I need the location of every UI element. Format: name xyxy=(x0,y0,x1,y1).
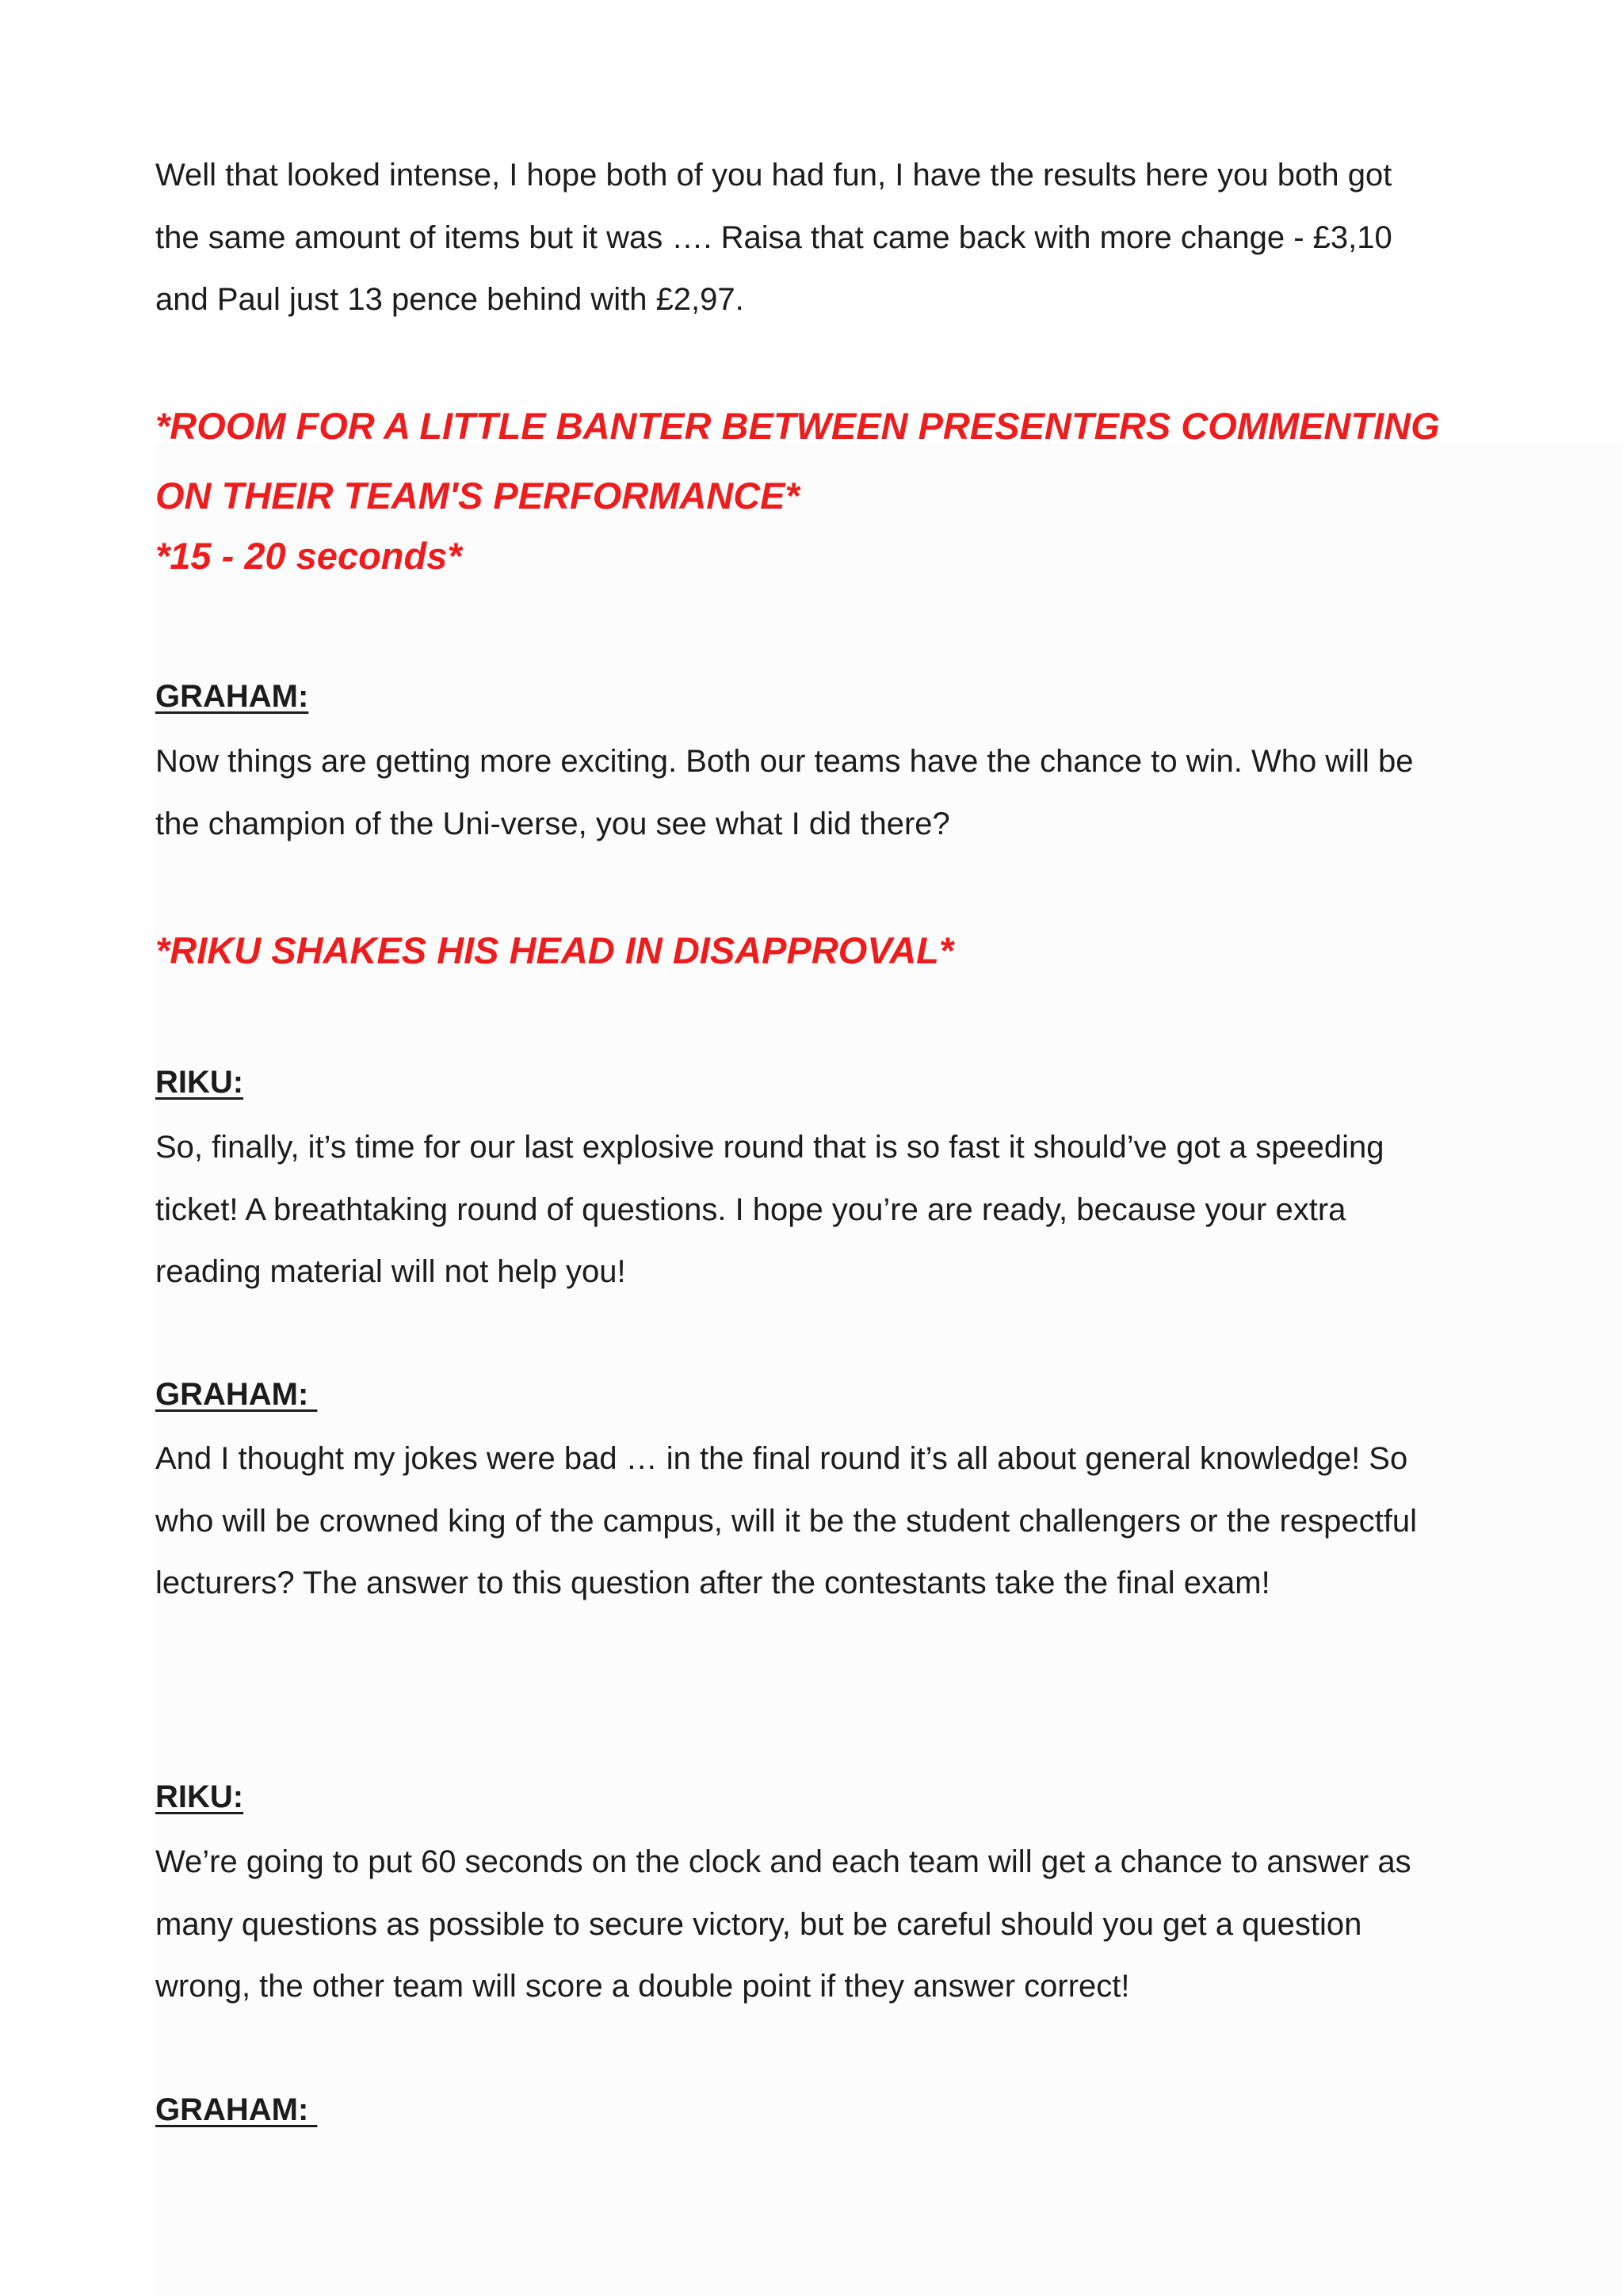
paragraph-line: the same amount of items but it was …. Raisa that came back with more change - £3,10 xyxy=(155,219,1392,255)
paragraph-line: Now things are getting more exciting. Both our teams have the chance to win. Who will be xyxy=(155,744,1414,779)
graham-paragraph-2 xyxy=(155,1428,1417,1615)
stage-direction-banter xyxy=(155,391,1440,591)
paragraph-line: So, finally, it’s time for our last explosive round that is so fast it should’ve got a speeding xyxy=(155,1130,1384,1165)
graham-paragraph-1 xyxy=(155,730,1413,855)
paragraph-line: lecturers? The answer to this question after the contestants take the final exam! xyxy=(155,1566,1270,1600)
paragraph-line: and Paul just 13 pence behind with £2,97. xyxy=(155,282,744,317)
paragraph-line: many questions as possible to secure victory, but be careful should you get a question xyxy=(155,1906,1362,1942)
paragraph-line: We’re going to put 60 seconds on the clock and each team will get a chance to answer as xyxy=(155,1844,1411,1879)
paragraph-line: wrong, the other team will score a double point if they answer correct! xyxy=(155,1969,1130,2004)
paragraph-line: reading material will not help you! xyxy=(155,1254,626,1289)
paragraph-line: the champion of the Uni-verse, you see what I did there? xyxy=(155,806,950,841)
paragraph-line: And I thought my jokes were bad … in the final round it’s all about general knowledge! So xyxy=(155,1441,1408,1476)
riku-paragraph-2 xyxy=(155,1831,1411,2018)
speaker-label-graham: GRAHAM: xyxy=(155,2092,318,2127)
speaker-label-riku: RIKU: xyxy=(155,1065,244,1100)
stage-direction-riku: *RIKU SHAKES HIS HEAD IN DISAPPROVAL* xyxy=(155,929,954,971)
paragraph-line: who will be crowned king of the campus, will it be the student challengers or the respectful xyxy=(155,1503,1417,1539)
stage-direction-line: *ROOM FOR A LITTLE BANTER BETWEEN PRESENTERS COMMENTING xyxy=(155,405,1440,447)
paragraph-line: Well that looked intense, I hope both of you had fun, I have the results here you both got xyxy=(155,158,1392,193)
stage-direction-line: *15 - 20 seconds* xyxy=(155,535,462,577)
paragraph-line: ticket! A breathtaking round of questions. I hope you’re are ready, because your extra xyxy=(155,1192,1346,1227)
riku-paragraph-1 xyxy=(155,1116,1384,1303)
speaker-label-graham: GRAHAM: xyxy=(155,1377,318,1412)
speaker-label-graham: GRAHAM: xyxy=(155,679,309,714)
speaker-label-riku: RIKU: xyxy=(155,1779,244,1814)
stage-direction-line: ON THEIR TEAM'S PERFORMANCE* xyxy=(155,475,800,517)
intro-paragraph xyxy=(155,144,1392,331)
page-shading xyxy=(155,444,1623,2296)
